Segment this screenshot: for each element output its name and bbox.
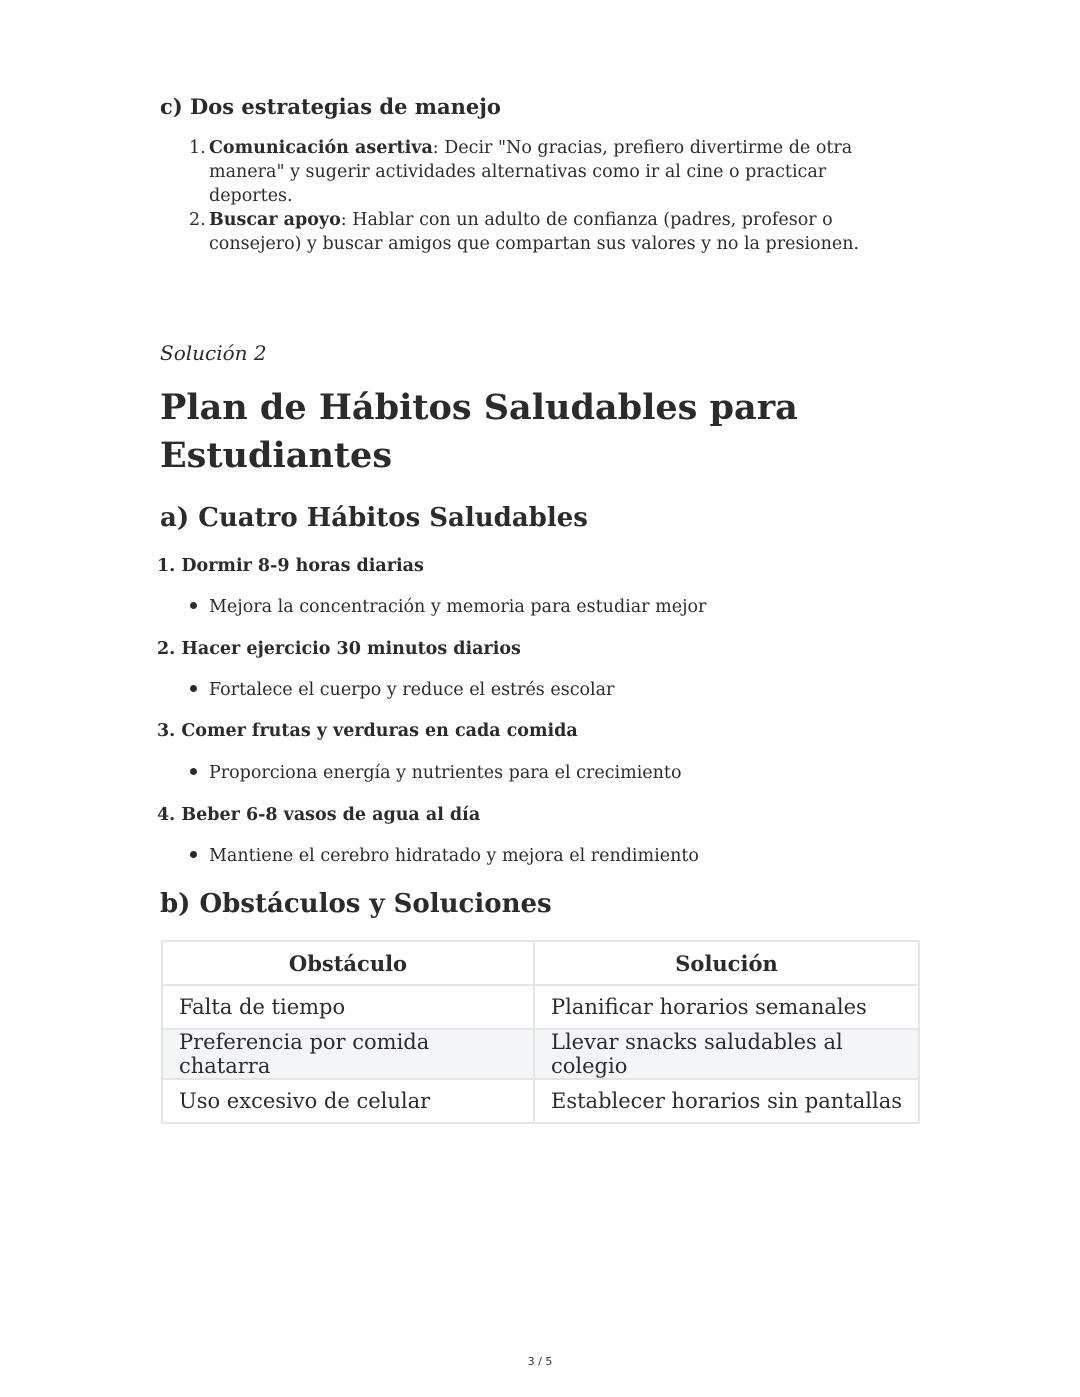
bullet-icon	[190, 851, 197, 858]
section-b-heading: b) Obstáculos y Soluciones	[160, 889, 552, 919]
strategy-title: Comunicación asertiva	[209, 138, 433, 158]
strategy-item	[0, 136, 1080, 208]
column-header-solution: Solución	[534, 941, 919, 985]
obstacles-table	[161, 940, 920, 1124]
habit-title: 4. Beber 6-8 vasos de agua al día	[157, 805, 481, 825]
habit-bullet	[190, 597, 706, 617]
table-cell: Llevar snacks saludables al colegio	[534, 1029, 919, 1079]
strategies-list	[0, 136, 1080, 256]
habit-bullet	[190, 763, 682, 783]
habit-bullet-text: Proporciona energía y nutrientes para el crecimiento	[209, 763, 682, 783]
habit-bullet	[190, 846, 699, 866]
page-title: Plan de Hábitos Saludables para Estudiantes	[160, 387, 798, 476]
table-cell: Falta de tiempo	[162, 985, 534, 1029]
table-row	[162, 985, 919, 1029]
section-a-heading: a) Cuatro Hábitos Saludables	[160, 503, 588, 533]
bullet-icon	[190, 602, 197, 609]
table-row	[162, 1029, 919, 1079]
solution-label: Solución 2	[160, 341, 267, 365]
habit-title: 1. Dormir 8-9 horas diarias	[157, 556, 424, 576]
strategy-text: : Hablar con un adulto de confianza (padres, profesor o consejero) y buscar amigos que compartan sus valores y no la presionen.	[209, 210, 860, 254]
strategy-number: 2.	[189, 210, 206, 230]
habit-bullet-text: Mejora la concentración y memoria para estudiar mejor	[209, 597, 707, 617]
table-row	[162, 1079, 919, 1123]
bullet-icon	[190, 768, 197, 775]
table-cell: Preferencia por comida chatarra	[162, 1029, 534, 1079]
habit-bullet-text: Mantiene el cerebro hidratado y mejora el rendimiento	[209, 846, 699, 866]
table-cell: Planificar horarios semanales	[534, 985, 919, 1029]
section-c-heading: c) Dos estrategias de manejo	[160, 94, 501, 119]
habit-bullet	[190, 680, 614, 700]
strategy-title: Buscar apoyo	[209, 210, 341, 230]
strategy-text: : Decir "No gracias, prefiero divertirme de otra manera" y sugerir actividades alternativas como ir al cine o practicar deportes.	[209, 138, 853, 206]
bullet-icon	[190, 685, 197, 692]
strategy-item	[0, 208, 1080, 256]
habit-bullet-text: Fortalece el cuerpo y reduce el estrés escolar	[209, 680, 615, 700]
habit-title: 3. Comer frutas y verduras en cada comida	[157, 721, 578, 741]
strategy-number: 1.	[189, 138, 206, 158]
habit-title: 2. Hacer ejercicio 30 minutos diarios	[157, 639, 521, 659]
table-header-row	[162, 941, 919, 985]
page-number: 3 / 5	[527, 1355, 553, 1368]
table-cell: Establecer horarios sin pantallas	[534, 1079, 919, 1123]
table-cell: Uso excesivo de celular	[162, 1079, 534, 1123]
column-header-obstacle: Obstáculo	[162, 941, 534, 985]
